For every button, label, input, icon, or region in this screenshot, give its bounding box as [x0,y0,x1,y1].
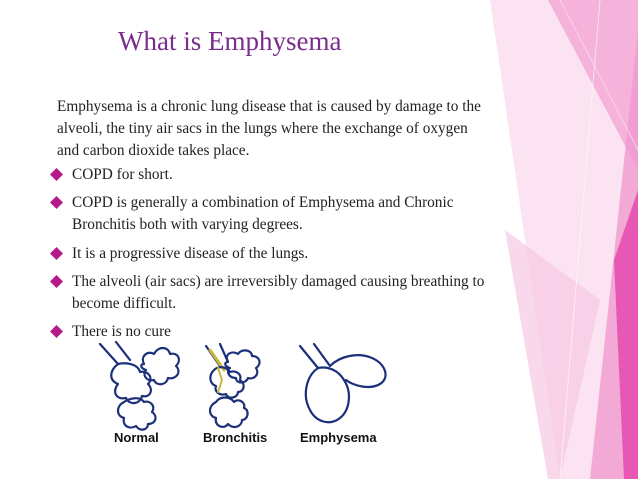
bullet-list [50,164,490,349]
emphysema-alveoli-drawing [300,344,386,422]
figure-label-normal: Normal [114,430,159,445]
figure-label-emphysema: Emphysema [300,430,377,445]
list-item [50,164,490,186]
bullet-text: COPD for short. [72,166,173,183]
bullet-text: There is no cure [72,323,171,340]
list-item [50,271,490,315]
diamond-bullet-icon [50,275,63,288]
bullet-text: It is a progressive disease of the lungs. [72,245,309,262]
intro-paragraph: Emphysema is a chronic lung disease that is caused by damage to the alveoli, the tiny air sacs in the lungs where the exchange of oxygen and carbon dioxide takes place. [57,98,481,159]
diamond-bullet-icon [50,325,63,338]
diamond-bullet-icon [50,196,63,209]
diamond-bullet-icon [50,168,63,181]
bronchitis-alveoli-drawing [206,344,259,427]
bullet-text: The alveoli (air sacs) are irreversibly damaged causing breathing to become difficult. [72,273,485,312]
bullet-text: COPD is generally a combination of Emphysema and Chronic Bronchitis both with varying degrees. [72,194,454,233]
diamond-bullet-icon [50,247,63,260]
figure-label-bronchitis: Bronchitis [203,430,268,445]
normal-alveoli-drawing [100,342,179,430]
list-item [50,192,490,236]
list-item [50,243,490,265]
page-title: What is Emphysema [118,26,342,56]
